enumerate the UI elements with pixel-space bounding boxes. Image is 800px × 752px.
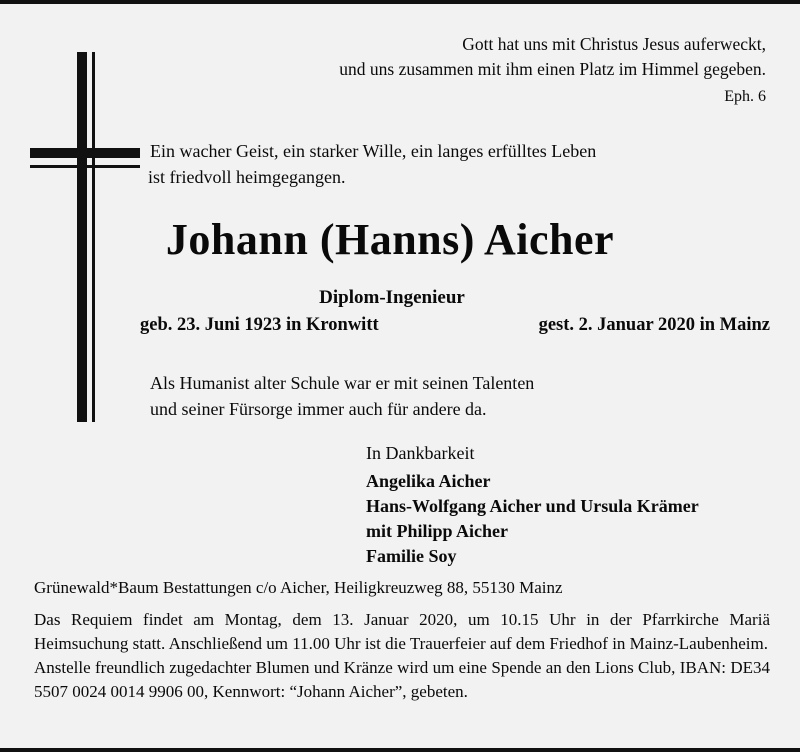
- service-note-donation: Anstelle freundlich zugedachter Blumen und Kränze wird um eine Spende an den Lions Club, IBAN: DE34 5507 0024 0014 9906 00, Kennwort: “Johann Aicher”, gebeten.: [34, 658, 770, 701]
- service-notes: [34, 608, 770, 704]
- funeral-home-address: Grünewald*Baum Bestattungen c/o Aicher, Heiligkreuzweg 88, 55130 Mainz: [34, 578, 563, 597]
- verse-reference: Eph. 6: [724, 88, 766, 105]
- mourners-heading: In Dankbarkeit: [366, 443, 475, 463]
- mourners-block: [366, 441, 699, 569]
- service-note-requiem: Das Requiem findet am Montag, dem 13. Januar 2020, um 10.15 Uhr in der Pfarrkirche Mariä Heimsuchung statt. Anschließend um 11.00 Uhr ist die Trauerfeier auf dem Friedhof in Mainz-Laubenheim.: [34, 610, 770, 653]
- bible-verse: [246, 32, 766, 109]
- verse-line-1: Gott hat uns mit Christus Jesus auferweckt,: [462, 34, 766, 54]
- introduction-line-2: ist friedvoll heimgegangen.: [148, 167, 346, 187]
- cross-horizontal-bar: [30, 148, 140, 158]
- bottom-rule: [0, 748, 800, 752]
- tribute-text: [150, 370, 770, 422]
- life-dates: [140, 315, 770, 336]
- tribute-line-2: und seiner Fürsorge immer auch für andere da.: [150, 399, 487, 419]
- notice-content: [0, 4, 800, 748]
- tribute-line-1: Als Humanist alter Schule war er mit seinen Talenten: [150, 373, 535, 393]
- verse-line-2: und uns zusammen mit ihm einen Platz im Himmel gegeben.: [339, 59, 766, 79]
- cross-horizontal-bar-thin: [30, 165, 140, 168]
- deceased-profession: Diplom-Ingenieur: [319, 287, 465, 308]
- mourner-name: Angelika Aicher: [366, 471, 491, 491]
- mourner-name: mit Philipp Aicher: [366, 521, 509, 541]
- birth-date: geb. 23. Juni 1923 in Kronwitt: [140, 315, 379, 335]
- deceased-name: Johann (Hanns) Aicher: [165, 215, 615, 264]
- introduction-line-1: Ein wacher Geist, ein starker Wille, ein langes erfülltes Leben: [150, 141, 597, 161]
- introduction-text: [150, 138, 750, 190]
- death-date: gest. 2. Januar 2020 in Mainz: [538, 315, 770, 335]
- mourner-name: Familie Soy: [366, 546, 457, 566]
- mourner-name: Hans-Wolfgang Aicher und Ursula Krämer: [366, 496, 699, 516]
